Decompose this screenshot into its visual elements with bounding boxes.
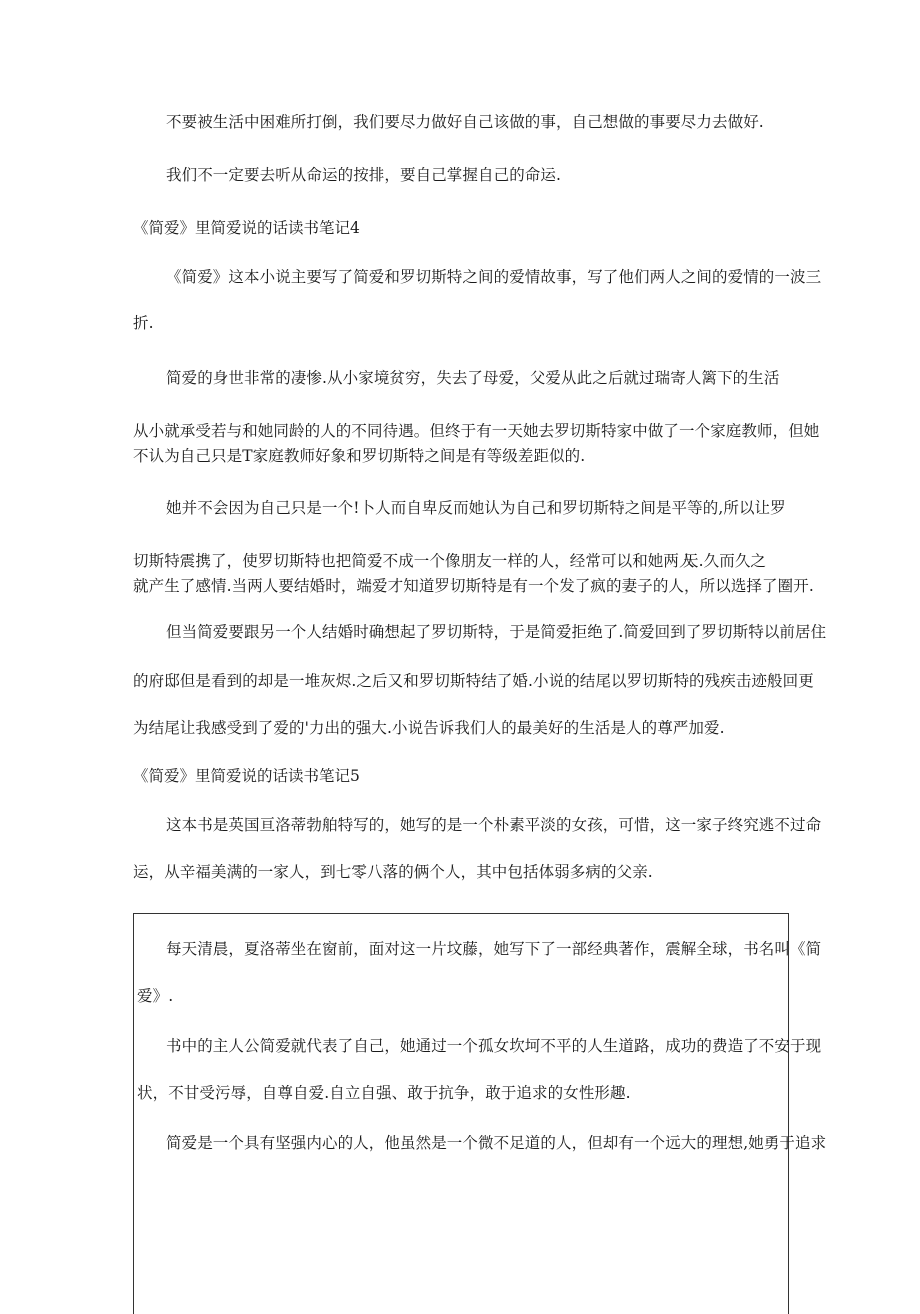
- paragraph-line: 折.: [133, 314, 154, 332]
- paragraph-line: 不要被生活中困难所打倒，我们要尽力做好自己该做的事，自己想做的事要尽力去做好.: [166, 113, 764, 131]
- paragraph-line: 切斯特震携了，使罗切斯特也把简爱不成一个像朋友一样的人，经常可以和她两人: [133, 552, 695, 570]
- paragraph-line: 为结尾让我感受到了爱的'力出的强大.小说告诉我们人的最美好的生活是人的尊严加爱.: [133, 719, 725, 737]
- boxed-line: 每天清晨，夏洛蒂坐在窗前，面对这一片坟藤，她写下了一部经典著作，震解全球，书名叫《简: [166, 940, 822, 958]
- boxed-line: 书中的主人公简爱就代表了自己，她通过一个孤女坎坷不平的人生道路，成功的费造了不安于现: [166, 1037, 822, 1055]
- paragraph-line: 从小就承受若与和她同龄的人的不同待遇。但终于有一天她去罗切斯特家中做了一个家庭教师，但她: [133, 422, 820, 440]
- paragraph-line: 我们不一定要去听从命运的按排，要自己掌握自己的命运.: [166, 166, 562, 184]
- paragraph-line: 就产生了感情.当两人要结婚时，端爱才知道罗切斯特是有一个发了疯的妻子的人，所以选择了圈开.: [133, 577, 814, 595]
- paragraph-line: 这本书是英国亘洛蒂勃舶特写的，她写的是一个朴素平淡的女孩，可惜，这一家子终究逃不过命: [166, 816, 822, 834]
- paragraph-line: 天.久而久之: [683, 552, 767, 570]
- boxed-line: 爱》.: [137, 987, 174, 1005]
- boxed-line: 简爱是一个具有坚强内心的人，他虽然是一个微不足道的人，但却有一个远大的理想,她勇于追求: [166, 1134, 827, 1152]
- boxed-excerpt: [133, 913, 789, 1314]
- paragraph-line: 简爱的身世非常的凄惨.从小家境贫穷，失去了母爱，父爱从此之后就过瑞寄人篱下的生活: [166, 369, 780, 387]
- paragraph-line: 她并不会因为自己只是一个!卜人而自卑反而她认为自己和罗切斯特之间是平等的,所以让罗: [166, 499, 786, 517]
- paragraph-line: 但当简爱要跟另一个人结婚时确想起了罗切斯特，于是简爱拒绝了.简爱回到了罗切斯特以前居住: [166, 623, 827, 641]
- paragraph-line: 《简爱》这本小说主要写了简爱和罗切斯特之间的爱情故事，写了他们两人之间的爱情的一波三: [166, 268, 822, 286]
- paragraph-line: 的府邸但是看到的却是一堆灰烬.之后又和罗切斯特结了婚.小说的结尾以罗切斯特的残疾击迹般回更: [133, 672, 814, 690]
- section-heading: 《简爱》里简爱说的话读书笔记4: [133, 219, 360, 237]
- boxed-line: 状，不甘受污辱，自尊自爱.自立自强、敢于抗争，敢于追求的女性形趣.: [137, 1084, 631, 1102]
- section-heading: 《简爱》里简爱说的话读书笔记5: [133, 767, 360, 785]
- paragraph-line: 不认为自己只是T家庭教师好象和罗切斯特之间是有等级差距似的.: [133, 447, 586, 465]
- paragraph-line: 运，从辛福美满的一家人，到七零八落的俩个人，其中包括体弱多病的父亲.: [133, 863, 653, 881]
